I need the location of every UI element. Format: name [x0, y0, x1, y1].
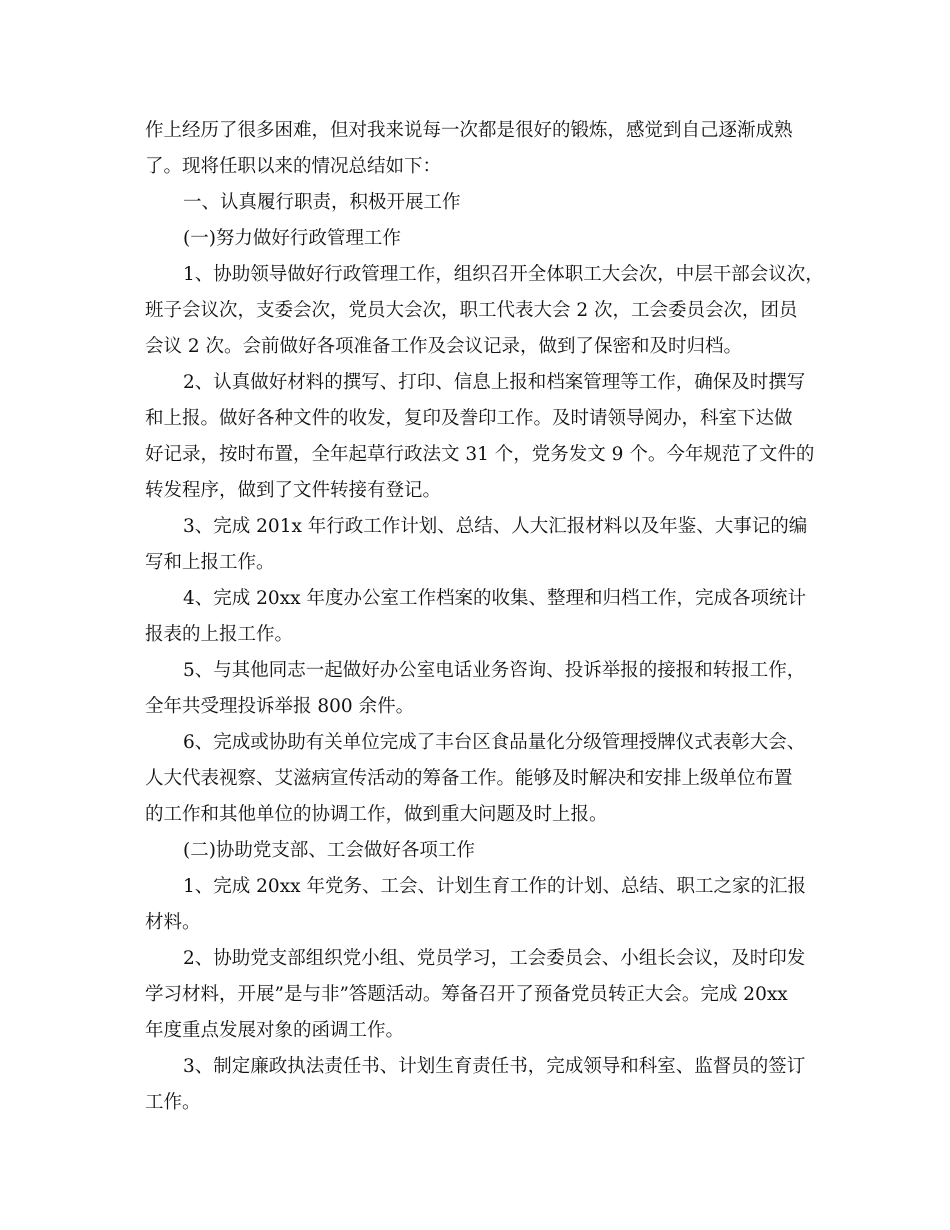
text-line: 2、协助党支部组织党小组、党员学习，工会委员会、小组长会议，及时印发	[183, 948, 806, 969]
text-line: 材料。	[145, 912, 201, 933]
text-line: 会议 2 次。会前做好各项准备工作及会议记录，做到了保密和及时归档。	[145, 336, 743, 357]
subsection-heading: (一)努力做好行政管理工作	[183, 228, 401, 249]
text-line: 作上经历了很多困难，但对我来说每一次都是很好的锻炼，感觉到自己逐渐成熟	[145, 120, 793, 141]
text-line: 写和上报工作。	[145, 552, 275, 573]
text-line: 3、完成 201x 年行政工作计划、总结、人大汇报材料以及年鉴、大事记的编	[183, 516, 808, 537]
text-line: 转发程序，做到了文件转接有登记。	[145, 480, 442, 501]
text-line: 和上报。做好各种文件的收发，复印及誊印工作。及时请领导阅办，科室下达做	[145, 408, 793, 429]
text-line: 1、协助领导做好行政管理工作，组织召开全体职工大会次，中层干部会议次，	[183, 264, 824, 285]
text-line: 人大代表视察、艾滋病宣传活动的筹备工作。能够及时解决和安排上级单位布置	[145, 768, 793, 789]
text-line: 了。现将任职以来的情况总结如下：	[145, 156, 442, 177]
subsection-heading: (二)协助党支部、工会做好各项工作	[183, 840, 475, 861]
text-line: 3、制定廉政执法责任书、计划生育责任书，完成领导和科室、监督员的签订	[183, 1056, 806, 1077]
text-line: 5、与其他同志一起做好办公室电话业务咨询、投诉举报的接报和转报工作，	[183, 660, 806, 681]
text-line: 4、完成 20xx 年度办公室工作档案的收集、整理和归档工作，完成各项统计	[183, 588, 806, 609]
section-heading: 一、认真履行职责，积极开展工作	[183, 192, 461, 213]
text-line: 的工作和其他单位的协调工作，做到重大问题及时上报。	[145, 804, 608, 825]
text-line: 1、完成 20xx 年党务、工会、计划生育工作的计划、总结、职工之家的汇报	[183, 876, 806, 897]
text-line: 全年共受理投诉举报 800 余件。	[145, 696, 415, 717]
text-line: 学习材料，开展”是与非”答题活动。筹备召开了预备党员转正大会。完成 20xx	[145, 984, 788, 1005]
text-line: 好记录，按时布置，全年起草行政法文 31 个，党务发文 9 个。今年规范了文件的	[145, 444, 815, 465]
text-line: 班子会议次，支委会次，党员大会次，职工代表大会 2 次，工会委员会次，团员	[145, 300, 798, 321]
text-line: 2、认真做好材料的撰写、打印、信息上报和档案管理等工作，确保及时撰写	[183, 372, 806, 393]
text-line: 6、完成或协助有关单位完成了丰台区食品量化分级管理授牌仪式表彰大会、	[183, 732, 806, 753]
text-line: 工作。	[145, 1092, 201, 1113]
text-line: 年度重点发展对象的函调工作。	[145, 1020, 405, 1041]
text-line: 报表的上报工作。	[145, 624, 294, 645]
